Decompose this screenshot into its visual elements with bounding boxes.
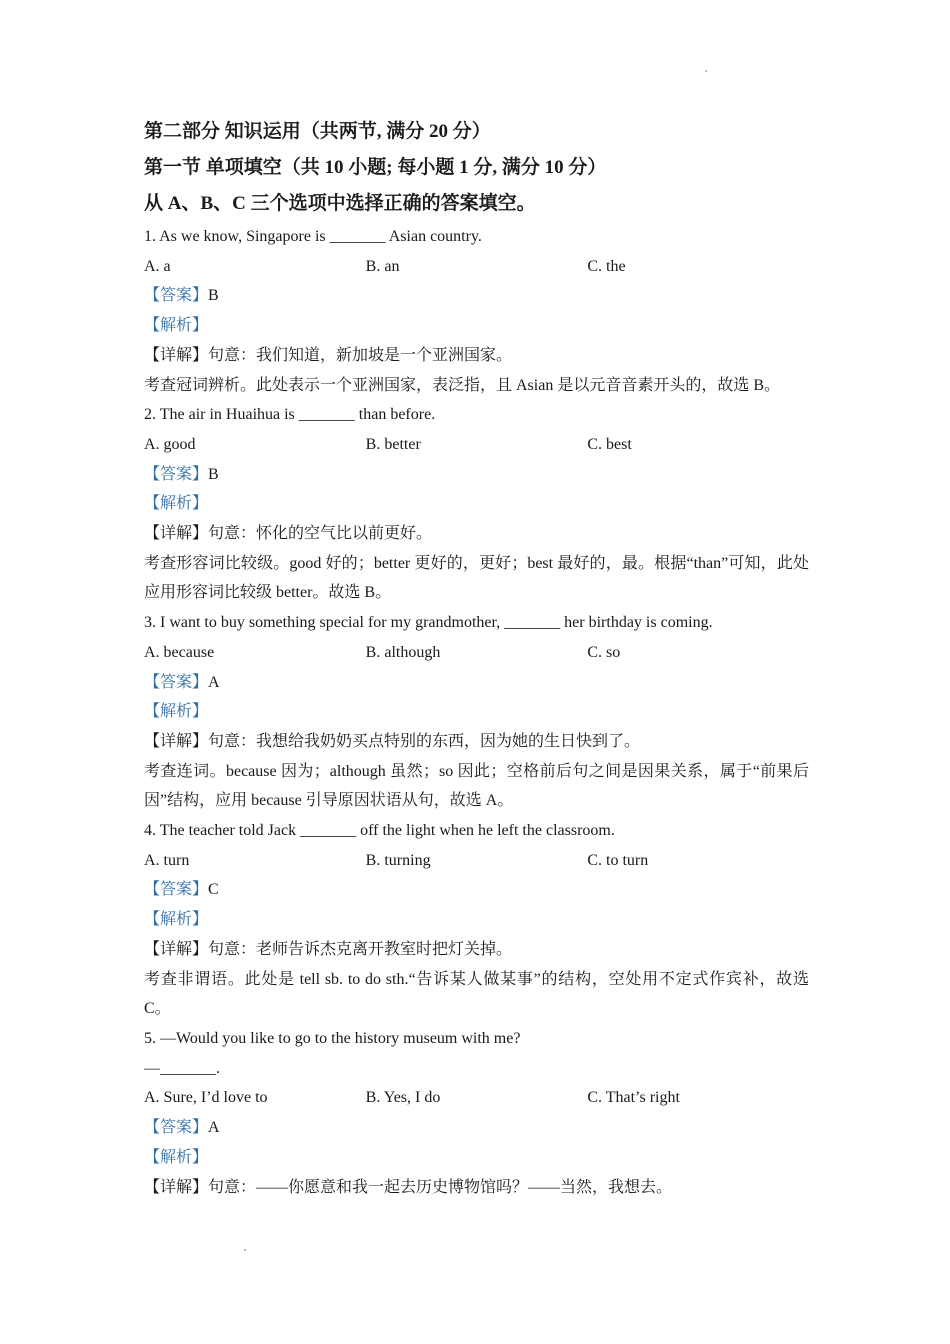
option-c: C. the xyxy=(587,257,626,275)
answer-value: B xyxy=(208,287,219,305)
answer-value: C xyxy=(208,881,219,899)
analysis-label: 【解析】 xyxy=(144,317,209,335)
corner-mark xyxy=(244,1249,246,1251)
option-b: B. an xyxy=(365,257,400,275)
explanation-text: 考查非谓语。此处是 tell sb. to do sth.“告诉某人做某事”的结构，空处用不定式作宾补，故选 C。 xyxy=(144,970,809,1018)
answer-line xyxy=(144,668,809,698)
options-row xyxy=(144,846,809,876)
answer-value: B xyxy=(208,465,219,483)
answer-line xyxy=(144,875,809,905)
option-c: C. That’s right xyxy=(587,1089,680,1107)
option-c: C. best xyxy=(587,435,632,453)
analysis-label: 【解析】 xyxy=(144,1148,209,1166)
option-a: A. good xyxy=(144,435,196,453)
answer-line xyxy=(144,281,809,311)
option-b: B. turning xyxy=(365,851,431,869)
question-stem: 4. The teacher told Jack _______ off the light when he left the classroom. xyxy=(144,822,615,840)
option-b: B. Yes, I do xyxy=(365,1089,441,1107)
answer-value: A xyxy=(208,673,220,691)
answer-line xyxy=(144,1113,809,1143)
detail-text: 【详解】句意：——你愿意和我一起去历史博物馆吗？——当然，我想去。 xyxy=(144,1178,673,1196)
answer-label: 【答案】 xyxy=(144,465,209,483)
option-a: A. because xyxy=(144,643,215,661)
answer-label: 【答案】 xyxy=(144,287,209,305)
explanation-text: 考查形容词比较级。good 好的；better 更好的，更好；best 最好的，最。根据“than”可知，此处应用形容词比较级 better。故选 B。 xyxy=(144,554,809,602)
options-row xyxy=(144,1083,809,1113)
question-stem: 5. —Would you like to go to the history museum with me? xyxy=(144,1029,521,1047)
option-c: C. so xyxy=(587,643,621,661)
detail-text: 【详解】句意：我想给我奶奶买点特别的东西，因为她的生日快到了。 xyxy=(144,732,641,750)
analysis-label: 【解析】 xyxy=(144,495,209,513)
question-3 xyxy=(144,608,809,816)
option-a: A. a xyxy=(144,257,171,275)
options-row xyxy=(144,430,809,460)
option-b: B. better xyxy=(365,435,421,453)
detail-text: 【详解】句意：老师告诉杰克离开教室时把灯关掉。 xyxy=(144,940,513,958)
option-b: B. although xyxy=(365,643,441,661)
instructions-heading: 从 A、B、C 三个选项中选择正确的答案填空。 xyxy=(144,193,536,214)
answer-value: A xyxy=(208,1119,220,1137)
question-1 xyxy=(144,222,809,400)
options-row xyxy=(144,638,809,668)
detail-text: 【详解】句意：我们知道，新加坡是一个亚洲国家。 xyxy=(144,346,513,364)
explanation-text: 考查连词。because 因为；although 虽然；so 因此；空格前后句之间是因果关系，属于“前果后因”结构，应用 because 引导原因状语从句，故选 A。 xyxy=(144,762,809,810)
question-2 xyxy=(144,400,809,608)
answer-line xyxy=(144,460,809,490)
question-5 xyxy=(144,1024,809,1202)
section-heading: 第二部分 知识运用（共两节, 满分 20 分） xyxy=(144,121,491,142)
options-row xyxy=(144,252,809,282)
option-a: A. Sure, I’d love to xyxy=(144,1089,268,1107)
answer-label: 【答案】 xyxy=(144,1119,209,1137)
option-c: C. to turn xyxy=(587,851,649,869)
question-stem: 2. The air in Huaihua is _______ than before. xyxy=(144,406,436,424)
question-stem: 1. As we know, Singapore is _______ Asian country. xyxy=(144,228,482,245)
subsection-heading: 第一节 单项填空（共 10 小题; 每小题 1 分, 满分 10 分） xyxy=(144,157,607,178)
option-a: A. turn xyxy=(144,851,190,869)
answer-label: 【答案】 xyxy=(144,673,209,691)
analysis-label: 【解析】 xyxy=(144,703,209,721)
page-content xyxy=(144,114,809,1202)
explanation-text: 考查冠词辨析。此处表示一个亚洲国家，表泛指，且 Asian 是以元音音素开头的，故选 B。 xyxy=(144,376,781,394)
answer-label: 【答案】 xyxy=(144,881,209,899)
corner-mark xyxy=(705,70,707,72)
analysis-label: 【解析】 xyxy=(144,911,209,929)
detail-text: 【详解】句意：怀化的空气比以前更好。 xyxy=(144,525,433,543)
question-stem-reply: —_______. xyxy=(144,1059,220,1077)
question-4 xyxy=(144,816,809,1024)
question-stem: 3. I want to buy something special for my grandmother, _______ her birthday is coming. xyxy=(144,614,713,632)
